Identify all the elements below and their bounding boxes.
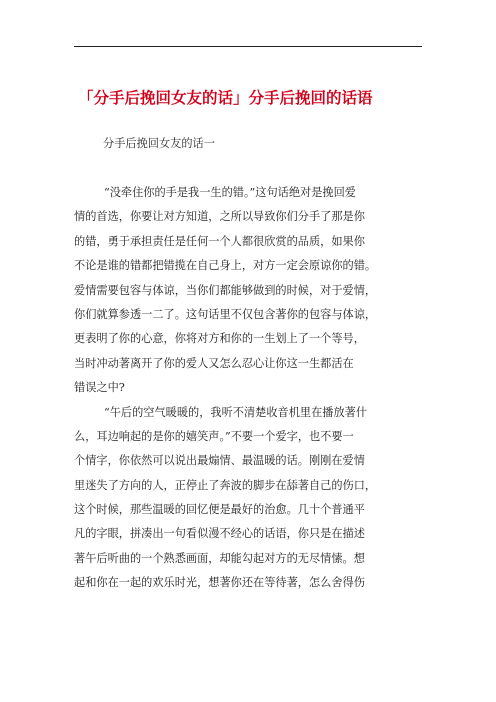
- paragraph-2-line-6: 凡的字眼，拼凑出一句看似漫不经心的话语，你只是在描述: [74, 527, 365, 541]
- paragraph-1-line-2: 情的首选，你要让对方知道，之所以导致你们分手了那是你: [74, 210, 365, 224]
- paragraph-2-line-5: 这个时候，那些温暖的回忆便是最好的治愈。几十个普通平: [74, 503, 365, 517]
- paragraph-1-line-7: 更表明了你的心意，你将对方和你的一生划上了一个等号，: [74, 332, 365, 346]
- paragraph-2-line-7: 著午后听曲的一个熟悉画面，却能勾起对方的无尽情愫。想: [74, 551, 365, 565]
- paragraph-2-line-3: 个情字，你依然可以说出最煽情、最温暖的话。刚刚在爱情: [74, 454, 365, 468]
- paragraph-1-line-1: “没牵住你的手是我一生的错。”这句话绝对是挽回爱: [104, 186, 356, 199]
- paragraph-1-line-9: 错误之中?: [74, 381, 125, 395]
- document-title: 「分手后挽回女友的话」分手后挽回的话语: [78, 89, 373, 107]
- body-text: [74, 181, 424, 596]
- paragraph-1-line-6: 你们就算参透一二了。这句话里不仅包含著你的包容与体谅，: [74, 307, 377, 321]
- section-subheading: 分手后挽回女友的话一: [103, 137, 215, 150]
- paragraph-2-line-8: 起和你在一起的欢乐时光，想著你还在等待著，怎么舍得伤: [74, 576, 365, 590]
- header-rule: [74, 46, 422, 47]
- paragraph-1-line-3: 的错，勇于承担责任是任何一个人都很欣赏的品质，如果你: [74, 234, 365, 248]
- paragraph-1-line-8: 当时冲动著离开了你的爱人又怎么忍心让你这一生都活在: [74, 356, 354, 370]
- paragraph-2-line-4: 里迷失了方向的人，正停止了奔波的脚步在舔著自己的伤口，: [74, 478, 377, 492]
- paragraph-1-line-4: 不论是谁的错都把错揽在自己身上，对方一定会原谅你的错。: [74, 259, 377, 273]
- paragraph-2-line-2: 么，耳边响起的是你的嬉笑声。”不要一个爱字，也不要一: [74, 429, 354, 443]
- paragraph-1-line-5: 爱情需要包容与体谅，当你们都能够做到的时候，对于爱情，: [74, 283, 377, 297]
- paragraph-2-line-1: “午后的空气暖暖的，我听不清楚收音机里在播放著什: [104, 405, 368, 419]
